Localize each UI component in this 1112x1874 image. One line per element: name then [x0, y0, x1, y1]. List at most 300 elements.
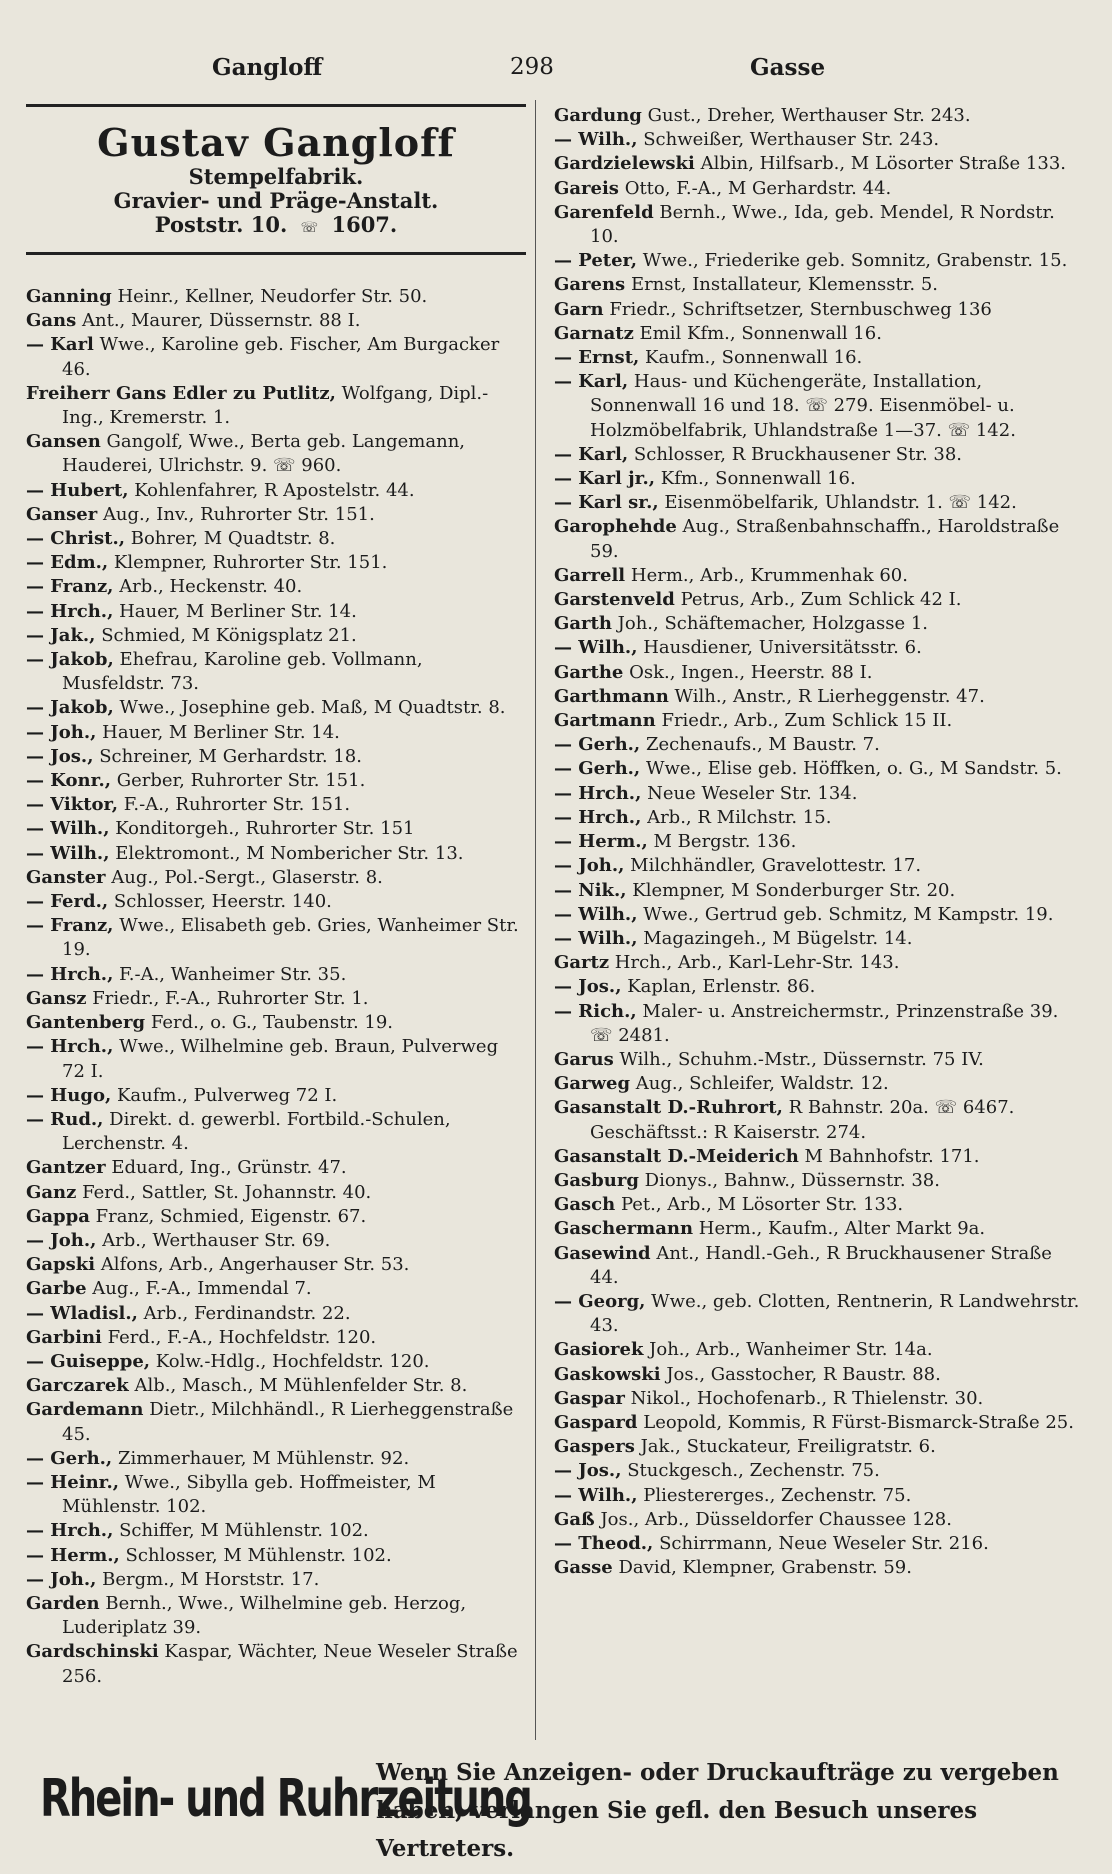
entry-name: Gasse	[554, 1557, 613, 1579]
entry-name: — Hrch.,	[26, 1036, 114, 1058]
entry-details: Kolw.-Hdlg., Hochfeldstr. 120.	[155, 1350, 430, 1372]
entry-details: Schlosser, M Mühlenstr. 102.	[125, 1544, 392, 1566]
entry-name: Garophehde	[554, 516, 677, 538]
directory-entry	[554, 854, 1084, 878]
entry-name: Gasewind	[554, 1242, 651, 1264]
entry-details: Hauer, M Berliner Str. 14.	[119, 600, 357, 622]
entry-name: — Joh.,	[26, 1229, 97, 1251]
directory-entry	[26, 1108, 526, 1156]
directory-entry	[554, 564, 1084, 588]
running-header	[0, 54, 1112, 88]
advertisement	[26, 104, 526, 255]
entry-details: Jak., Stuckateur, Freiligratstr. 6.	[640, 1436, 936, 1458]
entry-details: Kfm., Sonnenwall 16.	[660, 468, 856, 490]
directory-entry	[26, 793, 526, 817]
entry-name: — Jos.,	[554, 976, 622, 998]
directory-entry	[554, 685, 1084, 709]
ad-phone: 1607.	[331, 212, 398, 237]
directory-entry	[554, 636, 1084, 660]
directory-entry	[26, 1519, 526, 1543]
entry-details: Kaufm., Pulverweg 72 I.	[116, 1084, 338, 1106]
directory-entry	[26, 624, 526, 648]
entry-name: — Guiseppe,	[26, 1350, 151, 1372]
entry-details: Arb., Ferdinandstr. 22.	[143, 1302, 351, 1324]
entry-name: Gantenberg	[26, 1012, 146, 1034]
directory-entry	[554, 273, 1084, 297]
directory-entry	[554, 1459, 1084, 1483]
directory-entry	[26, 1084, 526, 1108]
entry-details: Bergm., M Horststr. 17.	[102, 1568, 320, 1590]
directory-entry	[554, 515, 1084, 563]
directory-entry	[26, 769, 526, 793]
entry-name: — Franz,	[26, 915, 114, 937]
entry-details: Friedr., Schriftsetzer, Sternbuschweg 136	[609, 298, 992, 320]
entry-name: — Hubert,	[26, 479, 129, 501]
entry-details: Gerber, Ruhrorter Str. 151.	[116, 770, 366, 792]
entry-details: Alfons, Arb., Angerhauser Str. 53.	[100, 1254, 410, 1276]
entry-name: Gardemann	[26, 1399, 144, 1421]
footer-line-1: Wenn Sie Anzeigen- oder Druckaufträge zu vergeben	[376, 1759, 1059, 1786]
entry-details: Eisenmöbelfarik, Uhlandstr. 1. ☏ 142.	[664, 492, 1017, 514]
entry-name: Ganster	[26, 866, 106, 888]
entry-details: Ant., Handl.-Geh., R Bruckhausener Straße 44.	[590, 1242, 1052, 1288]
entry-name: Gaspard	[554, 1411, 638, 1433]
entry-name: Gasch	[554, 1194, 616, 1216]
entry-name: — Gerh.,	[554, 758, 641, 780]
entry-name: Gantzer	[26, 1157, 106, 1179]
footer-advertisement	[40, 1754, 1080, 1862]
directory-entry	[554, 1096, 1084, 1144]
directory-entry	[554, 1556, 1084, 1580]
entry-details: Hausdiener, Universitätsstr. 6.	[643, 637, 922, 659]
directory-entry	[554, 927, 1084, 951]
entry-details: R Bahnstr. 20a. ☏ 6467. Geschäftsst.: R Kaiserstr. 274.	[590, 1097, 1015, 1143]
entry-name: — Wilh.,	[554, 1484, 638, 1506]
directory-entry	[26, 1568, 526, 1592]
entry-details: Osk., Ingen., Heerstr. 88 I.	[629, 661, 873, 683]
entry-name: Ganser	[26, 503, 98, 525]
entry-details: Kaufm., Sonnenwall 16.	[645, 347, 863, 369]
entry-name: — Wilh.,	[554, 927, 638, 949]
entry-details: Maler- u. Anstreichermstr., Prinzenstraße 39. ☏ 2481.	[590, 1000, 1059, 1046]
directory-entry	[26, 285, 526, 309]
entry-details: Schlosser, R Bruckhausener Str. 38.	[633, 443, 963, 465]
entry-name: — Jos.,	[554, 1460, 622, 1482]
entry-details: Wilh., Anstr., R Lierheggenstr. 47.	[674, 685, 985, 707]
entry-details: Neue Weseler Str. 134.	[647, 782, 858, 804]
entry-name: — Hrch.,	[26, 1520, 114, 1542]
directory-entry	[26, 914, 526, 962]
entry-details: Ferd., o. G., Taubenstr. 19.	[150, 1012, 394, 1034]
directory-entry	[554, 1072, 1084, 1096]
entry-name: — Hrch.,	[26, 600, 114, 622]
directory-entry	[26, 575, 526, 599]
ad-line-2: Gravier- und Präge-Anstalt.	[113, 188, 439, 213]
entry-name: Garstenveld	[554, 589, 675, 611]
entry-name: — Ferd.,	[26, 891, 109, 913]
entry-details: Aug., Straßenbahnschaffn., Haroldstraße 59.	[590, 516, 1060, 562]
directory-entry	[26, 333, 526, 381]
entry-name: — Joh.,	[26, 1568, 97, 1590]
entry-details: Dionys., Bahnw., Düssernstr. 38.	[644, 1169, 940, 1191]
entry-details: Kaspar, Wächter, Neue Weseler Straße 256.	[62, 1641, 518, 1687]
entry-details: Direkt. d. gewerbl. Fortbild.-Schulen, Lerchenstr. 4.	[62, 1108, 451, 1155]
entry-name: Gansz	[26, 987, 87, 1009]
directory-entry	[554, 491, 1084, 515]
entry-name: — Wladisl.,	[26, 1302, 138, 1324]
entry-details: Schiffer, M Mühlenstr. 102.	[119, 1520, 369, 1542]
directory-entry	[26, 479, 526, 503]
directory-entry	[554, 104, 1084, 128]
entry-name: — Karl sr.,	[554, 492, 659, 514]
newspaper-name: Rhein- und Ruhrzeitung	[40, 1769, 531, 1829]
directory-entry	[554, 1217, 1084, 1241]
entry-details: Schlosser, Heerstr. 140.	[113, 891, 332, 913]
directory-entry	[26, 1374, 526, 1398]
entry-details: Aug., Schleifer, Waldstr. 12.	[635, 1073, 889, 1095]
entry-name: Ganning	[26, 286, 112, 307]
entry-details: Aug., Pol.-Sergt., Glaserstr. 8.	[111, 866, 383, 888]
entry-name: — Hrch.,	[554, 782, 642, 804]
directory-entry	[26, 1471, 526, 1519]
entry-details: Wwe., geb. Clotten, Rentnerin, R Landwehrstr. 43.	[590, 1290, 1080, 1337]
entry-name: Garus	[554, 1048, 614, 1070]
entry-details: Wilh., Schuhm.-Mstr., Düssernstr. 75 IV.	[619, 1048, 984, 1070]
directory-entry	[26, 1229, 526, 1253]
entry-details: Otto, F.-A., M Gerhardstr. 44.	[624, 177, 892, 199]
entry-details: Bernh., Wwe., Ida, geb. Mendel, R Nordstr. 10.	[590, 201, 1055, 248]
directory-entry	[554, 806, 1084, 830]
directory-entry	[26, 866, 526, 890]
entry-details: Herm., Kaufm., Alter Markt 9a.	[698, 1218, 986, 1240]
entry-name: — Jakob,	[26, 649, 114, 671]
entry-name: Gappa	[26, 1205, 90, 1227]
directory-entry	[554, 298, 1084, 322]
entry-name: Gartmann	[554, 710, 656, 732]
directory-entry	[26, 1350, 526, 1374]
entry-details: Wwe., Sibylla geb. Hoffmeister, M Mühlenstr. 102.	[62, 1471, 436, 1518]
directory-entry	[554, 1290, 1084, 1338]
directory-entry	[554, 903, 1084, 927]
directory-entry	[26, 1156, 526, 1180]
directory-entry	[554, 1048, 1084, 1072]
column-divider	[535, 100, 536, 1740]
entry-details: Jos., Arb., Düsseldorfer Chaussee 128.	[600, 1508, 952, 1530]
entry-name: — Wilh.,	[554, 903, 638, 925]
directory-entry	[26, 745, 526, 769]
entry-name: — Edm.,	[26, 552, 109, 574]
directory-entry	[26, 551, 526, 575]
directory-entry	[26, 1181, 526, 1205]
entry-name: Garth	[554, 613, 612, 635]
entry-name: Gartz	[554, 952, 610, 974]
entry-details: Bernh., Wwe., Wilhelmine geb. Herzog, Luderiplatz 39.	[62, 1592, 467, 1639]
entry-details: Ehefrau, Karoline geb. Vollmann, Musfeldstr. 73.	[62, 649, 423, 695]
directory-entry	[26, 1544, 526, 1568]
entry-name: — Rud.,	[26, 1108, 104, 1130]
entry-details: Eduard, Ing., Grünstr. 47.	[111, 1157, 347, 1179]
entry-details: Schmied, M Königsplatz 21.	[101, 624, 357, 646]
entry-details: Haus- und Küchengeräte, Installation, Sonnenwall 16 und 18. ☏ 279. Eisenmöbel- u. Holzmöbelfabrik, Uhlandstraße 1—37. ☏ 142.	[590, 371, 1016, 441]
entry-name: — Nik.,	[554, 879, 627, 901]
directory-entry	[554, 443, 1084, 467]
directory-entry	[26, 890, 526, 914]
entry-details: Elektromont., M Nombericher Str. 13.	[115, 842, 464, 864]
entry-details: Arb., R Milchstr. 15.	[647, 806, 832, 828]
directory-entry	[554, 661, 1084, 685]
left-entry-list	[26, 285, 526, 1689]
ad-line-1: Stempelfabrik.	[188, 164, 364, 189]
entry-details: Wwe., Wilhelmine geb. Braun, Pulverweg 72 I.	[62, 1036, 499, 1082]
directory-entry	[26, 817, 526, 841]
entry-details: Petrus, Arb., Zum Schlick 42 I.	[680, 589, 962, 611]
entry-name: — Wilh.,	[26, 842, 110, 864]
entry-name: Gaß	[554, 1508, 595, 1530]
entry-details: Konditorgeh., Ruhrorter Str. 151	[115, 818, 415, 840]
footer-line-2: haben, verlangen Sie gefl. den Besuch unseres Vertreters.	[376, 1797, 978, 1862]
entry-details: Schirrmann, Neue Weseler Str. 216.	[659, 1532, 989, 1554]
directory-entry	[554, 1000, 1084, 1048]
entry-details: Ferd., F.-A., Hochfeldstr. 120.	[107, 1326, 377, 1348]
directory-entry	[26, 309, 526, 333]
directory-entry	[26, 382, 526, 430]
entry-details: Pliestererges., Zechenstr. 75.	[643, 1484, 912, 1506]
directory-entry	[554, 1508, 1084, 1532]
entry-name: — Viktor,	[26, 794, 118, 816]
entry-details: M Bergstr. 136.	[653, 831, 797, 853]
directory-entry	[26, 1302, 526, 1326]
entry-name: — Karl,	[554, 371, 629, 393]
entry-name: — Jos.,	[26, 745, 94, 767]
entry-name: Gardzielewski	[554, 153, 695, 175]
entry-name: Garweg	[554, 1073, 631, 1095]
entry-name: Gardung	[554, 105, 642, 126]
entry-name: Garthe	[554, 661, 624, 683]
entry-details: Magazingeh., M Bügelstr. 14.	[643, 927, 913, 949]
entry-details: Kaplan, Erlenstr. 86.	[627, 976, 816, 998]
entry-name: — Ernst,	[554, 347, 640, 369]
directory-entry	[26, 1011, 526, 1035]
entry-name: Gasanstalt D.-Meiderich	[554, 1145, 799, 1167]
entry-details: Arb., Werthauser Str. 69.	[102, 1229, 331, 1251]
entry-name: — Herm.,	[26, 1544, 120, 1566]
entry-details: Pet., Arb., M Lösorter Str. 133.	[620, 1194, 904, 1216]
entry-name: Garbini	[26, 1326, 102, 1348]
entry-details: Kohlenfahrer, R Apostelstr. 44.	[134, 479, 415, 501]
directory-entry	[554, 1169, 1084, 1193]
entry-details: David, Klempner, Grabenstr. 59.	[618, 1557, 912, 1579]
entry-name: — Karl,	[554, 443, 629, 465]
entry-name: Gans	[26, 310, 77, 332]
entry-details: Heinr., Kellner, Neudorfer Str. 50.	[117, 286, 428, 307]
entry-details: Wwe., Josephine geb. Maß, M Quadtstr. 8.	[119, 697, 506, 719]
directory-entry	[26, 1592, 526, 1640]
entry-name: — Wilh.,	[554, 129, 638, 151]
entry-details: Klempner, M Sonderburger Str. 20.	[632, 879, 956, 901]
entry-details: Alb., Masch., M Mühlenfelder Str. 8.	[134, 1375, 468, 1397]
directory-entry	[554, 1242, 1084, 1290]
entry-name: — Jak.,	[26, 624, 96, 646]
directory-entry	[26, 1205, 526, 1229]
entry-details: Ernst, Installateur, Klemensstr. 5.	[630, 274, 939, 296]
entry-name: — Theod.,	[554, 1532, 654, 1554]
directory-entry	[26, 721, 526, 745]
entry-name: Gasiorek	[554, 1339, 644, 1361]
directory-entry	[554, 201, 1084, 249]
directory-entry	[554, 782, 1084, 806]
entry-name: — Joh.,	[26, 721, 97, 743]
entry-name: Ganz	[26, 1181, 77, 1203]
page-number: 298	[510, 54, 554, 80]
entry-name: Freiherr Gans Edler zu Putlitz,	[26, 382, 336, 404]
directory-entry	[26, 430, 526, 478]
entry-name: — Franz,	[26, 576, 114, 598]
entry-details: Schweißer, Werthauser Str. 243.	[643, 129, 940, 151]
directory-entry	[554, 1338, 1084, 1362]
entry-details: Jos., Gasstocher, R Baustr. 88.	[666, 1363, 941, 1385]
entry-details: Friedr., Arb., Zum Schlick 15 II.	[661, 710, 953, 732]
entry-name: Gardschinski	[26, 1641, 159, 1663]
footer-slogan	[376, 1754, 1112, 1868]
directory-entry	[554, 1145, 1084, 1169]
entry-details: Hauer, M Berliner Str. 14.	[102, 721, 340, 743]
entry-details: Arb., Heckenstr. 40.	[119, 576, 303, 598]
directory-entry	[554, 467, 1084, 491]
entry-details: Franz, Schmied, Eigenstr. 67.	[95, 1205, 367, 1227]
entry-details: Ant., Maurer, Düssernstr. 88 I.	[82, 310, 361, 332]
entry-details: Zimmerhauer, M Mühlenstr. 92.	[117, 1447, 410, 1469]
entry-name: Gapski	[26, 1254, 96, 1276]
entry-name: — Hugo,	[26, 1084, 112, 1106]
directory-entry	[554, 177, 1084, 201]
entry-details: Joh., Arb., Wanheimer Str. 14a.	[649, 1339, 933, 1361]
entry-details: Klempner, Ruhrorter Str. 151.	[113, 552, 388, 574]
entry-name: — Christ.,	[26, 528, 125, 550]
directory-entry	[26, 1640, 526, 1688]
entry-name: — Peter,	[554, 250, 637, 272]
entry-details: Gust., Dreher, Werthauser Str. 243.	[647, 105, 971, 126]
directory-entry	[554, 322, 1084, 346]
entry-details: M Bahnhofstr. 171.	[804, 1145, 980, 1167]
entry-details: Joh., Schäftemacher, Holzgasse 1.	[617, 613, 928, 635]
directory-entry	[554, 128, 1084, 152]
entry-details: Schreiner, M Gerhardstr. 18.	[99, 745, 362, 767]
entry-details: Nikol., Hochofenarb., R Thielenstr. 30.	[630, 1387, 984, 1409]
directory-entry	[26, 1326, 526, 1350]
entry-name: Gaschermann	[554, 1218, 694, 1240]
ad-address: Poststr. 10.	[154, 212, 288, 237]
directory-entry	[26, 1035, 526, 1083]
entry-name: — Gerh.,	[554, 734, 641, 756]
entry-name: — Karl	[26, 334, 94, 356]
telephone-icon: ☏	[300, 220, 319, 236]
directory-entry	[554, 879, 1084, 903]
entry-details: Hrch., Arb., Karl-Lehr-Str. 143.	[614, 952, 900, 974]
directory-entry	[554, 1484, 1084, 1508]
directory-entry	[26, 1398, 526, 1446]
directory-entry	[554, 975, 1084, 999]
directory-entry	[554, 1363, 1084, 1387]
entry-name: — Wilh.,	[26, 818, 110, 840]
entry-name: — Konr.,	[26, 770, 111, 792]
entry-name: — Wilh.,	[554, 637, 638, 659]
entry-details: Stuckgesch., Zechenstr. 75.	[627, 1460, 880, 1482]
entry-name: Garn	[554, 298, 604, 320]
entry-name: — Heinr.,	[26, 1471, 120, 1493]
directory-entry	[554, 588, 1084, 612]
entry-name: — Georg,	[554, 1290, 646, 1312]
entry-details: Wwe., Friederike geb. Somnitz, Grabenstr. 15.	[642, 250, 1068, 272]
entry-name: — Herm.,	[554, 831, 648, 853]
entry-name: Gaskowski	[554, 1363, 661, 1385]
entry-name: Garrell	[554, 564, 626, 586]
ad-company-name: Gustav Gangloff	[97, 120, 455, 165]
directory-entry	[554, 370, 1084, 443]
entry-name: Garthmann	[554, 685, 669, 707]
directory-entry	[26, 963, 526, 987]
entry-name: Gaspar	[554, 1387, 625, 1409]
directory-entry	[26, 600, 526, 624]
entry-name: — Gerh.,	[26, 1447, 113, 1469]
entry-name: Garnatz	[554, 322, 634, 344]
entry-name: Gasanstalt D.-Ruhrort,	[554, 1097, 783, 1119]
entry-details: Gangolf, Wwe., Berta geb. Langemann, Hauderei, Ulrichstr. 9. ☏ 960.	[62, 431, 466, 477]
directory-entry	[26, 1447, 526, 1471]
directory-entry	[26, 648, 526, 696]
entry-details: Aug., Inv., Ruhrorter Str. 151.	[102, 503, 375, 525]
entry-details: Leopold, Kommis, R Fürst-Bismarck-Straße 25.	[643, 1411, 1074, 1433]
entry-details: Wolfgang, Dipl.-Ing., Kremerstr. 1.	[62, 382, 489, 429]
entry-details: Zechenaufs., M Baustr. 7.	[645, 734, 880, 756]
directory-entry	[554, 709, 1084, 733]
entry-name: — Hrch.,	[26, 963, 114, 985]
directory-entry	[554, 346, 1084, 370]
directory-entry	[554, 1193, 1084, 1217]
entry-details: Dietr., Milchhändl., R Lierheggenstraße 45.	[62, 1399, 514, 1445]
entry-details: Friedr., F.-A., Ruhrorter Str. 1.	[92, 987, 369, 1009]
entry-details: F.-A., Ruhrorter Str. 151.	[123, 794, 351, 816]
directory-entry	[554, 1532, 1084, 1556]
directory-entry	[26, 987, 526, 1011]
directory-entry	[26, 842, 526, 866]
entry-name: Gasburg	[554, 1169, 639, 1191]
entry-name: Garczarek	[26, 1375, 129, 1397]
directory-entry	[554, 757, 1084, 781]
directory-entry	[26, 696, 526, 720]
entry-name: — Karl jr.,	[554, 468, 656, 490]
directory-entry	[554, 1435, 1084, 1459]
entry-name: — Hrch.,	[554, 806, 642, 828]
right-column	[554, 104, 1084, 1580]
entry-details: Ferd., Sattler, St. Johannstr. 40.	[82, 1181, 372, 1203]
entry-details: Bohrer, M Quadtstr. 8.	[130, 528, 336, 550]
entry-details: Wwe., Elise geb. Höffken, o. G., M Sandstr. 5.	[645, 758, 1062, 780]
left-column	[26, 104, 526, 1689]
directory-entry	[554, 249, 1084, 273]
entry-name: Garden	[26, 1592, 100, 1614]
entry-name: Gaspers	[554, 1436, 635, 1458]
directory-entry	[554, 612, 1084, 636]
directory-entry	[554, 830, 1084, 854]
right-entry-list	[554, 104, 1084, 1580]
entry-name: Garbe	[26, 1278, 87, 1300]
directory-entry	[26, 503, 526, 527]
header-left: Gangloff	[212, 54, 323, 81]
entry-details: Wwe., Elisabeth geb. Gries, Wanheimer Str. 19.	[62, 915, 519, 961]
directory-entry	[26, 1277, 526, 1301]
entry-name: — Rich.,	[554, 1000, 637, 1022]
entry-details: Milchhändler, Gravelottestr. 17.	[630, 855, 922, 877]
